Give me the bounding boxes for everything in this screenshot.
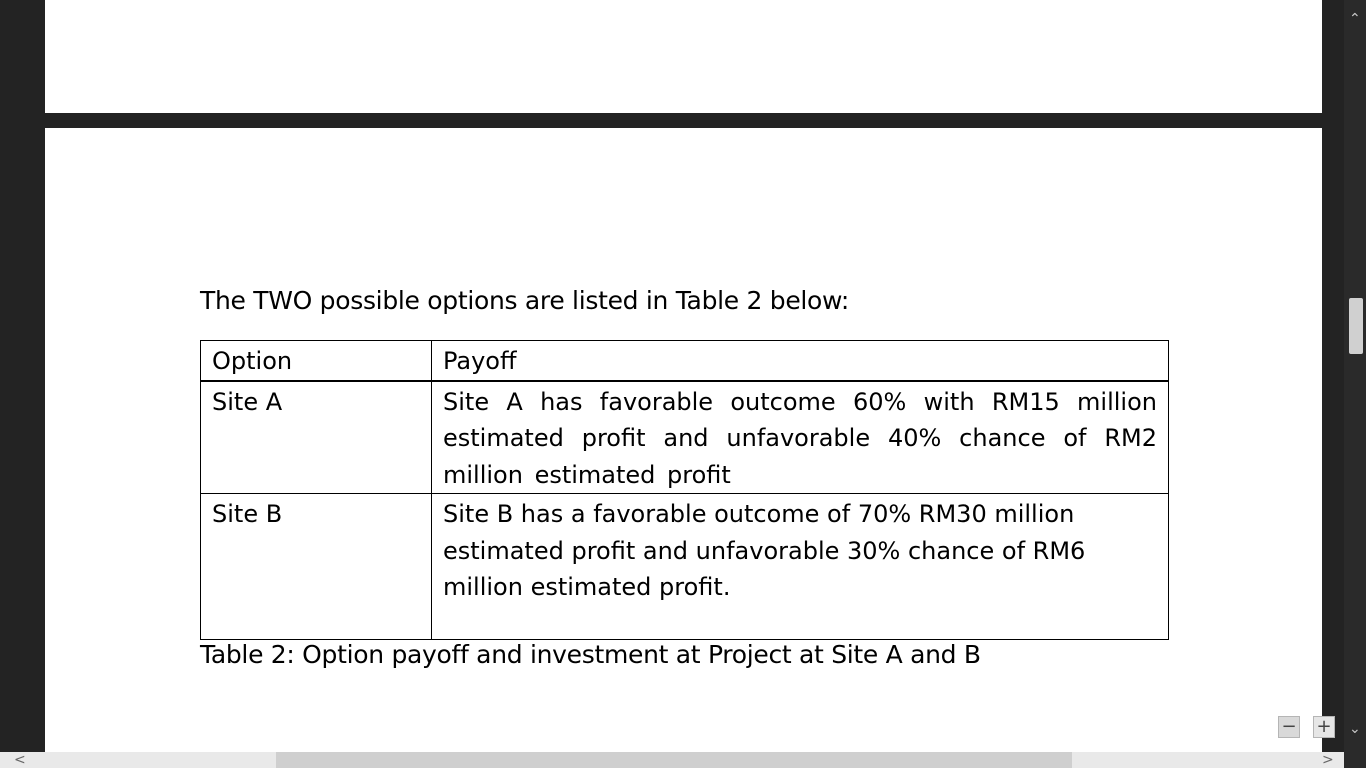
payoff-cell: Site B has a favorable outcome of 70% RM30 million estimated profit and unfavorable 30% chance of RM6 million estimated profit. bbox=[432, 494, 1169, 640]
horizontal-scroll-thumb[interactable] bbox=[276, 752, 1072, 768]
horizontal-scrollbar[interactable] bbox=[0, 752, 1344, 768]
table-row bbox=[201, 381, 1169, 494]
option-cell: Site B bbox=[201, 494, 432, 640]
zoom-out-button[interactable]: − bbox=[1278, 716, 1300, 738]
option-cell: Site A bbox=[201, 381, 432, 494]
intro-paragraph: The TWO possible options are listed in Table 2 below: bbox=[200, 286, 849, 315]
scroll-down-icon[interactable]: ⌄ bbox=[1349, 721, 1361, 737]
options-table bbox=[200, 340, 1169, 640]
table-row bbox=[201, 494, 1169, 640]
scroll-right-icon[interactable]: > bbox=[1322, 752, 1334, 768]
vertical-scroll-thumb[interactable] bbox=[1349, 298, 1363, 354]
header-payoff: Payoff bbox=[432, 341, 1169, 381]
document-page-previous bbox=[45, 0, 1322, 113]
payoff-cell: Site A has favorable outcome 60% with RM15 million estimated profit and unfavorable 40% chance of RM2 million estimated profit bbox=[432, 381, 1169, 494]
table-header-row bbox=[201, 341, 1169, 381]
zoom-in-button[interactable]: + bbox=[1313, 716, 1335, 738]
vertical-scrollbar[interactable] bbox=[1344, 0, 1366, 752]
header-option: Option bbox=[201, 341, 432, 381]
table-caption: Table 2: Option payoff and investment at Project at Site A and B bbox=[200, 640, 981, 669]
scrollbar-corner bbox=[1344, 752, 1366, 768]
document-page bbox=[45, 128, 1322, 768]
scroll-up-icon[interactable]: ⌃ bbox=[1349, 11, 1361, 27]
scroll-left-icon[interactable]: < bbox=[14, 752, 26, 768]
